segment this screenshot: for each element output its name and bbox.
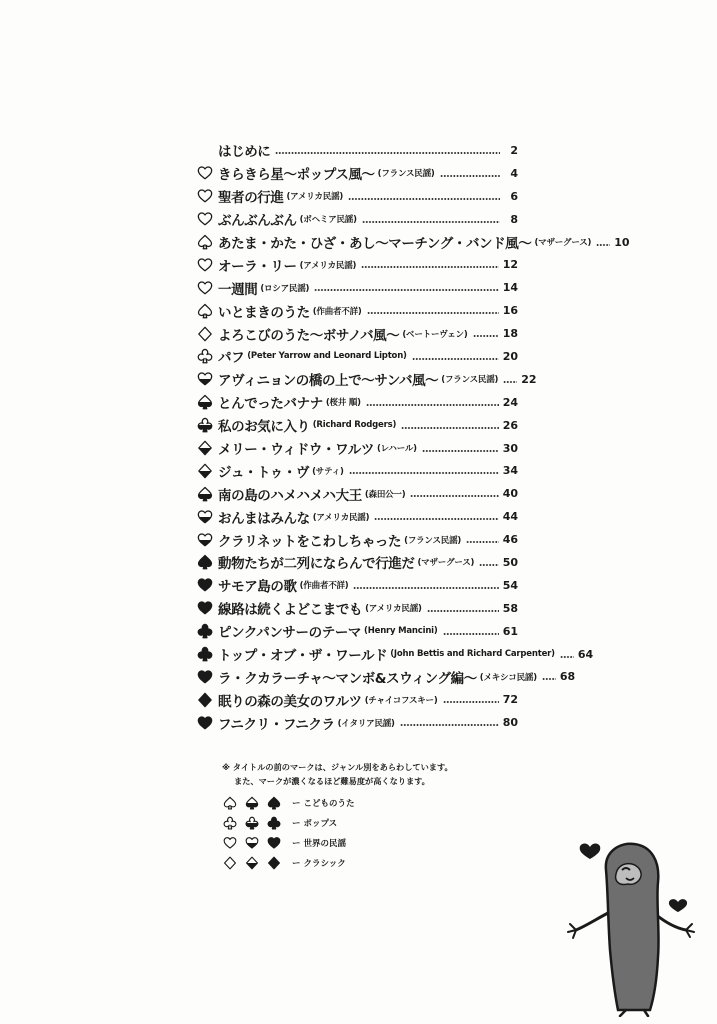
toc-entry [196,597,518,620]
toc-title: アヴィニョンの橋の上で〜サンバ風〜 [218,373,439,390]
heart-icon [196,164,214,182]
legend-row-heart [222,833,354,853]
toc-subtitle: (Henry Mancini) [364,626,438,637]
toc-subtitle: (作曲者不詳) [312,306,362,317]
toc-subtitle: (ロシア民謡) [260,283,310,294]
dot-leader [427,610,499,612]
toc-entry [196,345,518,368]
toc-entry [196,368,537,391]
toc-subtitle: (アメリカ民謡) [286,192,344,203]
toc-title: クラリネットをこわしちゃった [218,533,402,550]
toc-subtitle: (メキシコ民謡) [479,672,537,683]
dot-leader [503,381,517,383]
toc-title: 眠りの森の美女のワルツ [218,693,362,710]
heart-icon [222,834,238,852]
dot-leader [473,335,499,337]
toc-entry [196,276,518,299]
toc-entry [196,688,518,711]
toc-page-number: 46 [502,533,518,547]
toc-page-number: 2 [510,143,518,157]
toc-page-number: 4 [510,166,518,180]
heart-icon [196,279,214,297]
toc-subtitle: (フランス民謡) [377,169,435,180]
toc-subtitle: (森田公一) [364,489,406,500]
heart-icon [196,599,214,617]
toc-page-number: 12 [502,258,518,272]
club-icon [196,416,214,434]
legend-label: ー クラシック [292,859,346,869]
heart-icon [196,576,214,594]
toc-title: よろこびのうた〜ボサノバ風〜 [218,327,400,344]
dot-leader [412,358,499,360]
heart-icon [196,531,214,549]
toc-title: 動物たちが二列にならんで行進だ [218,556,415,573]
legend-row-spade [222,793,354,813]
heart-icon [244,834,260,852]
dot-leader [349,472,499,474]
toc-page-number: 10 [614,235,630,249]
mark-placeholder [196,141,214,159]
spade-icon [266,794,282,812]
toc-subtitle: (Peter Yarrow and Leonard Lipton) [247,351,407,362]
heart-icon [196,256,214,274]
toc-entry [196,391,518,414]
toc-subtitle: (アメリカ民謡) [299,260,357,271]
spade-icon [196,393,214,411]
toc-page-number: 72 [502,693,518,707]
mascot-arm-right [655,914,686,930]
toc-subtitle: (イタリア民謡) [337,718,395,729]
toc-entry [196,505,518,528]
toc-title: いとまきのうた [218,304,310,321]
diamond-icon [244,854,260,872]
dot-leader [560,656,574,658]
spade-icon [196,302,214,320]
dot-leader [275,152,500,154]
toc-title: フニクリ・フニクラ [218,716,335,733]
toc-title: ジュ・トゥ・ヴ [218,464,310,481]
heart-icon [196,187,214,205]
toc-page-number: 40 [502,487,518,501]
toc-page-number: 34 [502,464,518,478]
toc-subtitle: (マザーグース) [417,558,475,569]
toc-title: ラ・クカラーチャ〜マンボ&スウィング編〜 [218,670,477,687]
toc-page-number: 44 [502,510,518,524]
toc-title: 一週間 [218,281,258,298]
toc-page-number: 8 [510,212,518,226]
toc-title: トップ・オブ・ザ・ワールド [218,648,388,665]
toc-title: メリー・ウィドウ・ワルツ [218,442,374,459]
mascot-cheek [616,864,641,885]
heart-icon [196,668,214,686]
dot-leader [440,175,500,177]
club-icon [222,814,238,832]
toc-title: きらきら星〜ポップス風〜 [218,167,375,184]
dot-leader [367,312,499,314]
toc-page-number: 61 [502,624,518,638]
club-icon [196,622,214,640]
toc-page-number: 58 [502,601,518,615]
heart-icon [196,714,214,732]
toc-entry [196,528,518,551]
spade-icon [196,553,214,571]
dot-leader [401,427,499,429]
club-icon [266,814,282,832]
toc-entry [196,437,518,460]
toc-title: ぶんぶんぶん [218,213,297,230]
dot-leader [596,244,610,246]
diamond-icon [196,325,214,343]
legend-label: ー 世界の民謡 [292,839,346,849]
toc-subtitle: (サティ) [312,466,344,477]
dot-leader [443,633,499,635]
dot-leader [348,198,500,200]
toc-page-number: 54 [502,578,518,592]
dot-leader [314,289,499,291]
toc-page-number: 26 [502,418,518,432]
dot-leader [443,701,499,703]
toc-subtitle: (John Bettis and Richard Carpenter) [390,649,555,660]
toc-entry [196,459,518,482]
toc-subtitle: (アメリカ民謡) [312,512,370,523]
toc-subtitle: (Richard Rodgers) [312,420,397,431]
toc-entry [196,253,518,276]
toc-subtitle: (フランス民謡) [404,535,462,546]
toc-title: ピンクパンサーのテーマ [218,625,362,642]
toc-page-number: 18 [502,327,518,341]
toc-title: 私のお気に入り [218,419,310,436]
dot-leader [479,564,498,566]
toc-subtitle: (桜井 順) [325,398,361,409]
toc-page-number: 80 [502,716,518,730]
toc-entry [196,665,576,688]
toc-entry [196,620,518,643]
toc-entry [196,162,518,185]
toc-title: はじめに [218,144,271,161]
dot-leader [400,724,499,726]
spade-icon [196,233,214,251]
dot-leader [353,587,498,589]
toc-title: パフ [218,350,245,367]
heart-icon [196,210,214,228]
toc-entry [196,139,518,162]
legend-row-diamond [222,853,354,873]
toc-title: オーラ・リー [218,258,297,275]
toc-entry [196,231,630,254]
floating-heart-icon [580,843,601,859]
legend-label: ー ポップス [292,819,338,829]
legend-note [222,760,453,788]
toc-title: サモア島の歌 [218,579,297,596]
dot-leader [466,541,499,543]
club-icon [244,814,260,832]
toc-page-number: 64 [577,647,594,661]
toc-entry [196,185,518,208]
legend-note-line-2: また、マークが濃くなるほど難易度が高くなります。 [234,776,430,786]
toc-subtitle: (アメリカ民謡) [365,604,422,615]
toc-subtitle: (作曲者不詳) [299,581,349,592]
toc-subtitle: (レハール) [377,444,417,455]
diamond-icon [196,691,214,709]
dot-leader [374,518,498,520]
toc-subtitle: (チャイコフスキー) [364,695,438,706]
mascot-illustration [560,822,700,1017]
legend-row-club [222,813,354,833]
toc-entry [196,299,518,322]
heart-icon [266,834,282,852]
dot-leader [410,495,498,497]
toc-page-number: 20 [502,349,518,363]
diamond-icon [196,462,214,480]
toc-entry [196,711,518,734]
toc-entry [196,643,594,666]
mascot-arm-left [576,912,610,930]
heart-icon [196,370,214,388]
toc-page-number: 50 [502,555,518,569]
diamond-icon [266,854,282,872]
toc-entry [196,574,518,597]
spade-icon [222,794,238,812]
club-icon [196,347,214,365]
toc-page-number: 16 [502,304,518,318]
toc-title: あたま・かた・ひざ・あし〜マーチング・バンド風〜 [218,236,532,252]
toc-title: 聖者の行進 [218,190,284,207]
toc-page-number: 30 [502,441,518,455]
difficulty-legend [222,793,354,873]
toc-title: とんでったバナナ [218,396,323,413]
dot-leader [361,266,499,268]
mascot-hand-left [568,924,576,938]
toc-entry [196,551,518,574]
diamond-icon [196,439,214,457]
toc-title: 線路は続くよどこまでも [218,602,363,619]
spade-icon [196,485,214,503]
spade-icon [244,794,260,812]
toc-entry [196,414,518,437]
dot-leader [366,404,499,406]
toc-page-number: 24 [502,395,518,409]
toc-page-number: 14 [502,281,518,295]
toc-entry [196,322,518,345]
toc-entry [196,482,518,505]
table-of-contents [196,139,630,734]
legend-label: ー こどものうた [292,799,355,809]
heart-icon [196,508,214,526]
toc-entry [196,208,518,231]
toc-title: 南の島のハメハメハ大王 [218,487,362,504]
dot-leader [422,450,499,452]
toc-page-number: 6 [510,189,518,203]
toc-page-number: 68 [559,670,576,684]
toc-page-number: 22 [521,372,537,386]
diamond-icon [222,854,238,872]
toc-subtitle: (フランス民謡) [441,375,499,386]
legend-note-line-1: ※ タイトルの前のマークは、ジャンル別をあらわしています。 [222,762,453,772]
toc-subtitle: (ベートーヴェン) [402,329,468,340]
mascot-hand-right [686,924,694,937]
toc-subtitle: (マザーグース) [534,238,592,248]
floating-heart-icon [669,899,687,912]
toc-subtitle: (ボヘミア民謡) [299,215,357,226]
toc-title: おんまはみんな [218,510,310,527]
club-icon [196,645,214,663]
dot-leader [362,221,500,223]
dot-leader [542,678,556,680]
